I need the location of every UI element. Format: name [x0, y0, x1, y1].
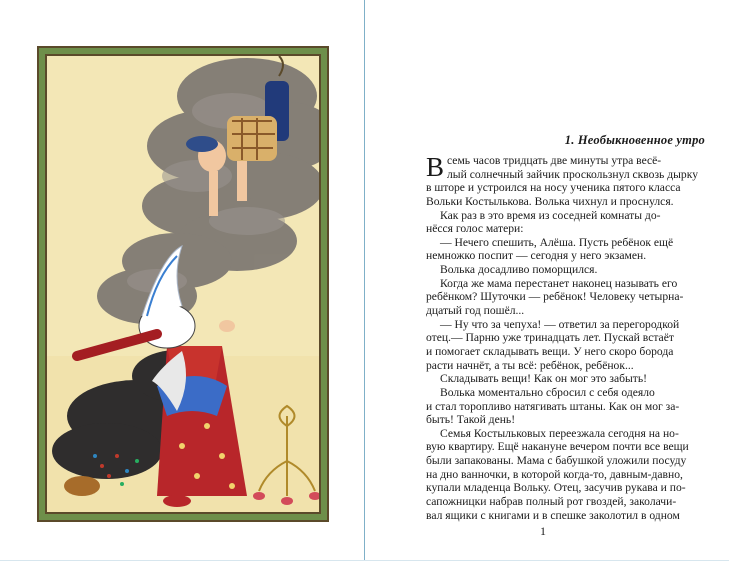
text-line: Как раз в это время из соседней комнаты до-	[440, 208, 661, 222]
text-line: Волька моментально сбросил с себя одеяло	[440, 385, 655, 399]
chapter-text	[426, 152, 698, 522]
text-line: купали младенца Вольку. Отец, засучив рукава и по-	[426, 481, 686, 495]
text-line: Складывать вещи! Как он мог это забыть!	[440, 372, 648, 386]
left-page	[0, 0, 364, 561]
text-line: и стал торопливо натягивать штаны. Как он мог за-	[426, 399, 680, 413]
text-line: Семья Костыльковых переезжала сегодня на но-	[440, 426, 679, 440]
text-line: — Нечего спешить, Алёша. Пусть ребёнок ещё	[440, 235, 674, 249]
text-line: немножко поспит — сегодня у него экзамен.	[426, 249, 647, 263]
text-line: быть! Такой день!	[426, 413, 516, 427]
text-line: на дно ванночки, в которой когда-то, давным-давно,	[426, 467, 683, 481]
text-line: вал ящики с книгами и в спешке заколотил в одном	[426, 508, 680, 522]
text-line: дцатый год пошёл...	[426, 304, 525, 318]
text-line: Волька досадливо поморщился.	[440, 263, 598, 277]
illustration-art	[47, 56, 321, 514]
chapter-title: 1. Необыкновенное утро	[564, 133, 705, 147]
text-line: семь часов тридцать две минуты утра весё-	[447, 154, 662, 167]
page-number: 1	[540, 524, 546, 538]
text-line: Вольки Костылькова. Волька чихнул и проснулся.	[426, 194, 674, 208]
text-line: в шторе и устроился на носу ученика пятого класса	[426, 181, 681, 195]
text-lines	[426, 181, 691, 522]
illustration-frame	[37, 46, 329, 522]
text-line: — Ну что за чепуха! — ответил за перегородкой	[440, 317, 680, 331]
text-line: были запакованы. Мама с бабушкой уложили посуду	[426, 454, 687, 468]
opening-paragraph	[426, 152, 698, 182]
text-line: Когда же мама перестанет наконец называть его	[440, 276, 678, 290]
text-line: и помогает складывать вещи. У него скоро борода	[426, 344, 674, 358]
text-line: расти начнёт, а ты всё: ребёнок, ребёнок...	[426, 358, 634, 372]
text-line: лый солнечный зайчик проскользнул сквозь дырку	[447, 167, 698, 181]
text-line: сапожницки набрав полный рот гвоздей, заколачи-	[426, 495, 677, 509]
text-line: нёсся голос матери:	[426, 222, 524, 236]
text-line: ребёнком? Шуточки — ребёнок! Человеку четырна-	[426, 290, 684, 304]
text-line: вую квартиру. Ещё накануне вечером почти все вещи	[426, 440, 689, 454]
illustration	[45, 54, 321, 514]
dropcap-letter: В	[426, 152, 445, 182]
text-line: отец.— Парню уже тринадцать лет. Пускай встаёт	[426, 331, 674, 345]
